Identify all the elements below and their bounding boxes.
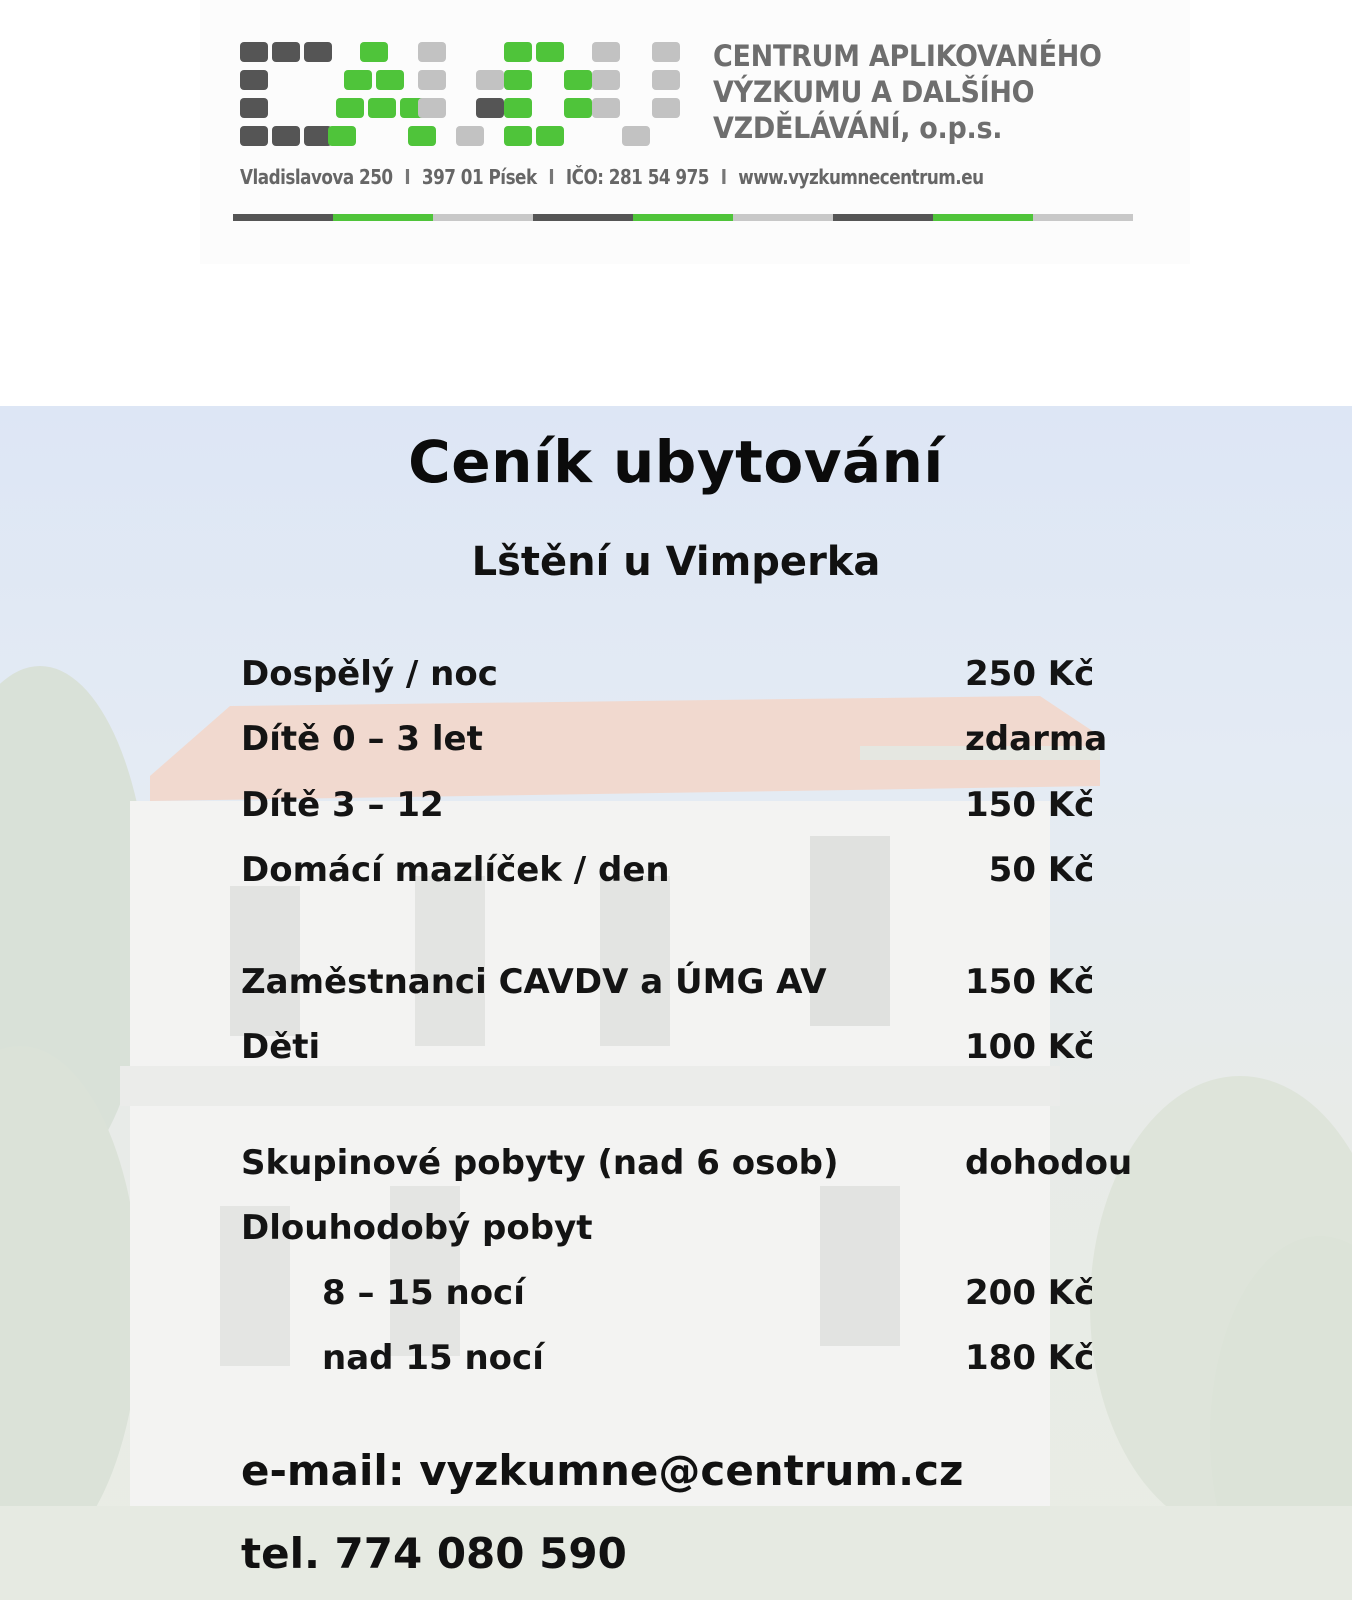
price-row bbox=[241, 1273, 1141, 1323]
price-row bbox=[241, 1143, 1141, 1193]
org-name-line-2: VÝZKUMU A DALŠÍHO bbox=[713, 75, 1035, 109]
price-list-section bbox=[0, 406, 1352, 1600]
price-row bbox=[241, 962, 1141, 1012]
price-label: nad 15 nocí bbox=[322, 1338, 544, 1378]
contact-email[interactable]: e-mail: vyzkumne@centrum.cz bbox=[241, 1446, 964, 1495]
price-row bbox=[241, 1338, 1141, 1388]
price-row bbox=[241, 850, 1141, 900]
price-label: Děti bbox=[241, 1027, 321, 1067]
price-label: 8 – 15 nocí bbox=[322, 1273, 525, 1313]
location-subtitle: Lštění u Vimperka bbox=[471, 539, 881, 585]
price-row bbox=[241, 1027, 1141, 1077]
price-value: dohodou bbox=[965, 1143, 1133, 1183]
price-label: Dospělý / noc bbox=[241, 654, 498, 694]
organization-name bbox=[713, 38, 1141, 146]
price-label: Dítě 0 – 3 let bbox=[241, 719, 483, 759]
separator: I bbox=[548, 165, 555, 189]
price-value: 150 Kč bbox=[965, 962, 1095, 1002]
price-value: zdarma bbox=[965, 719, 1108, 759]
price-row bbox=[241, 1208, 1141, 1258]
header-stripe bbox=[233, 214, 1133, 221]
contact-phone[interactable]: tel. 774 080 590 bbox=[241, 1529, 627, 1578]
org-name-line-1: CENTRUM APLIKOVANÉHO bbox=[713, 39, 1102, 73]
price-value: 200 Kč bbox=[965, 1273, 1095, 1313]
price-value: 50 Kč bbox=[965, 850, 1095, 890]
price-label: Dítě 3 – 12 bbox=[241, 785, 444, 825]
price-row bbox=[241, 654, 1141, 704]
price-label: Dlouhodobý pobyt bbox=[241, 1208, 593, 1248]
website-link[interactable]: www.vyzkumnecentrum.eu bbox=[738, 165, 984, 189]
price-value: 250 Kč bbox=[965, 654, 1095, 694]
separator: I bbox=[720, 165, 727, 189]
header-logo-block bbox=[200, 0, 1190, 264]
price-value: 100 Kč bbox=[965, 1027, 1095, 1067]
price-value: 150 Kč bbox=[965, 785, 1095, 825]
price-label: Domácí mazlíček / den bbox=[241, 850, 670, 890]
cavdv-logo-mark bbox=[240, 42, 688, 146]
price-row bbox=[241, 785, 1141, 835]
price-value: 180 Kč bbox=[965, 1338, 1095, 1378]
separator: I bbox=[404, 165, 411, 189]
price-row bbox=[241, 719, 1141, 769]
price-label: Skupinové pobyty (nad 6 osob) bbox=[241, 1143, 839, 1183]
price-label: Zaměstnanci CAVDV a ÚMG AV bbox=[241, 962, 827, 1002]
ico: IČO: 281 54 975 bbox=[565, 165, 709, 189]
header-contact-line bbox=[240, 165, 1021, 189]
city: 397 01 Písek bbox=[421, 165, 537, 189]
org-name-line-3: VZDĚLÁVÁNÍ, o.p.s. bbox=[713, 111, 1003, 145]
address: Vladislavova 250 bbox=[240, 165, 393, 189]
page-title: Ceník ubytování bbox=[408, 428, 944, 496]
